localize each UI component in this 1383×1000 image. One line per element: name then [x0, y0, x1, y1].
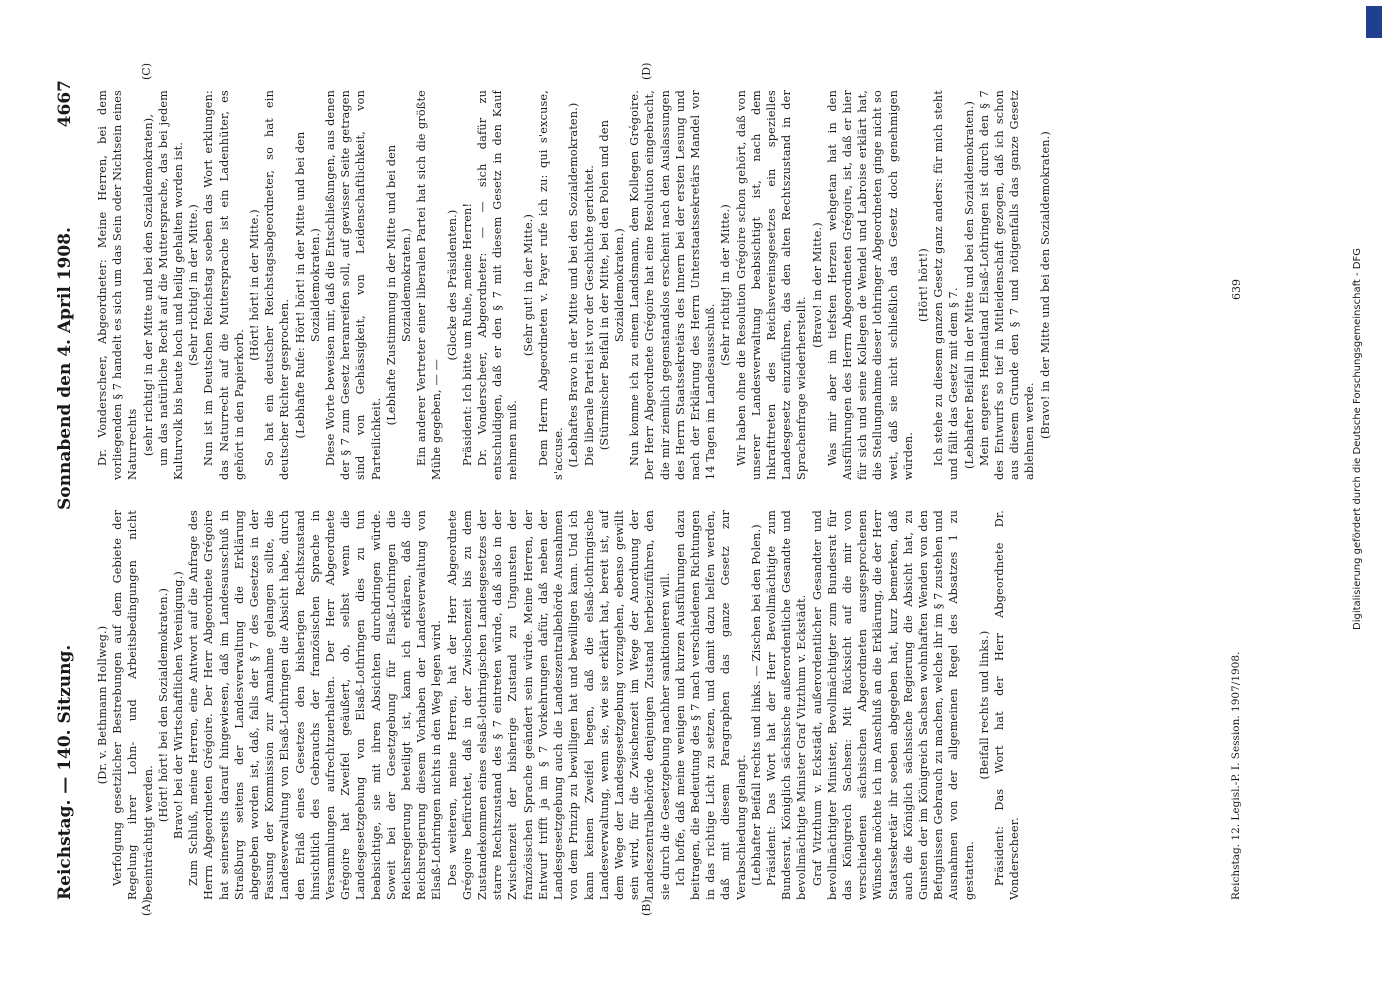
margin-mark-a: (A)	[140, 899, 153, 916]
left-paragraph: Präsident: Das Wort hat der Herr Bevollmächtigte zum Bundesrat, Königlich sächsische außerordentliche Gesandte und bevollmächtigte Minister Graf Vitzthum v. Eckstädt.	[764, 510, 809, 900]
right-paragraph: So hat ein deutscher Reichstagsabgeordneter, so hat ein deutscher Richter gesprochen.	[263, 90, 292, 480]
right-paragraph: Diese Worte beweisen mir, daß die Entschließungen, aus denen der § 7 zum Gesetz heranreifen soll, auf gewisser Seite getragen sind von Gehässigkeit, von Leidenschaftlichkeit, von Parteilichkeit.	[324, 90, 383, 480]
right-paragraph: (Stürmischer Beifall in der Mitte, bei den Polen und den Sozialdemokraten.)	[597, 119, 626, 451]
right-paragraph: Wir haben ohne die Resolution Grégoire schon gehört, daß von unserer Landesverwaltung beabsichtigt ist, nach dem Inkrafttreten des Reichsvereinsgesetzes ein spezielles Landesgesetz einzuführen, das den alten Rechtszustand in der Sprachenfrage wiederherstellt.	[734, 90, 809, 480]
right-paragraph: (Sehr richtig! in der Mitte.)	[719, 204, 733, 366]
right-column	[95, 90, 1195, 480]
right-paragraph: Mein engeres Heimatland Elsaß-Lothringen ist durch den § 7 des Entwurfs so tief in Mitleidenschaft gezogen, daß ich schon aus diesem Grunde den § 7 und nötigenfalls das ganze Gesetz ablehnen werde.	[977, 90, 1037, 480]
right-paragraph: Dr. Vonderscheer, Abgeordneter: — — sich dafür zu entschuldigen, daß er den § 7 mit diesem Gesetz in den Kauf nehmen muß.	[476, 90, 520, 480]
left-paragraph: (Hört! hört! bei den Sozialdemokraten.)	[156, 587, 170, 823]
left-paragraph: Ich hoffe, daß meine wenigen und kurzen Ausführungen dazu beitragen, die Bedeutung des § 7 nach verschiedenen Richtungen in das richtige Licht zu setzen, und damit dazu helfen werden, daß mit diesem Paragraphen das ganze Gesetz zur Verabschiedung gelangt.	[673, 510, 748, 900]
left-paragraph: (Dr. v. Bethmann Hollweg.)	[96, 625, 109, 785]
right-paragraph: Präsident: Ich bitte um Ruhe, meine Herren!	[460, 202, 474, 466]
header-center: Sonnabend den 4. April 1908.	[55, 227, 75, 510]
page-header	[55, 80, 83, 900]
right-paragraph: (Hört! hört! in der Mitte.)	[248, 209, 262, 361]
left-paragraph: Präsident: Das Wort hat der Herr Abgeordnete Dr. Vonderscheer.	[992, 510, 1022, 900]
right-paragraph: um das natürliche Recht auf die Muttersprache, das bei jedem Kulturvolk bis heute hoch und heilig gehalten worden ist.	[156, 90, 186, 480]
left-paragraph: Bravo! bei der Wirtschaftlichen Vereinigung.)	[172, 571, 186, 839]
right-paragraph: Ein anderer Vertreter einer liberalen Partei hat sich die größte Mühe gegeben, — —	[415, 90, 444, 480]
right-paragraph: Ich stehe zu diesem ganzen Gesetz ganz anders: für mich steht und fällt das Gesetz mit dem § 7.	[932, 90, 961, 480]
left-column	[95, 510, 1195, 900]
right-paragraph: (sehr richtig! in der Mitte und bei den Sozialdemokraten),	[141, 113, 155, 457]
left-paragraph: Des weiteren, meine Herren, hat der Herr Abgeordnete Grégoire befürchtet, daß in der Zwischenzeit bis zu dem Zustandekommen eines elsaß-lothringischen Landesgesetzes der starre Rechtszustand des § 7 eintreten würde, daß also in der Zwischenzeit der bisherige Zustand zu Ungunsten der französischen Sprache geändert sein würde. Meine Herren, der Entwurf trifft ja im § 7 Vorkehrungen dafür, daß neben der Landesgesetzgebung auch die Landeszentralbehörde Ausnahmen von dem Prinzip zu bewilligen hat und bewilligen kann. Und ich kann keinen Zweifel hegen, daß die elsaß-lothringische Landesverwaltung, wenn sie, wie sie erklärt hat, bereit ist, auf dem Wege der Landesgesetzgebung vorzugehen, ebenso gewillt sein wird, für die Zwischenzeit im Wege der Anordnung der Landeszentralbehörde denjenigen Zustand herbeizuführen, den sie durch die Gesetzgebung nachher sanktionieren will.	[445, 510, 672, 900]
right-paragraph: Was mir aber im tiefsten Herzen wehgetan hat in den Ausführungen des Herrn Abgeordneten Grégoire, ist, daß er hier für sich und seine Kollegen de Wendel und Labroise erklärt hat, die Stellungnahme dieser lothringer Abgeordneten ginge nicht so weit, daß sie nicht schließlich das Gesetz doch genehmigen würden.	[825, 90, 915, 480]
digitization-credit: Digitalisierung gefördert durch die Deutsche Forschungsgemeinschaft - DFG	[1352, 247, 1363, 630]
right-paragraph: (Lebhafter Beifall in der Mitte und bei den Sozialdemokraten.)	[962, 100, 976, 470]
right-paragraph: (Sehr richtig! in der Mitte.)	[187, 204, 201, 366]
right-paragraph: Dr. Vonderscheer, Abgeordneter: Meine Herren, bei dem vorliegenden § 7 handelt es sich um das Sein oder Nichtsein eines Naturrechts	[96, 90, 140, 480]
right-paragraph: Nun ist im Deutschen Reichstag soeben das Wort erklungen: das Naturrecht auf die Muttersprache ist ein Ladenhüter, es gehört in den Papierkorb.	[202, 90, 246, 480]
margin-mark-c: (C)	[140, 63, 153, 80]
right-paragraph: (Bravo! in der Mitte und bei den Sozialdemokraten.)	[1038, 131, 1052, 440]
left-paragraph: Zum Schluß, meine Herren, eine Antwort auf die Anfrage des Herrn Abgeordneten Grégoire. Der Herr Abgeordnete Grégoire hat seinerseits darauf hingewiesen, daß im Landesausschuß in Straßburg seitens der Landesverwaltung die Erklärung abgegeben worden ist, daß, falls der § 7 des Gesetzes in der Fassung der Kommission zur Annahme gelangen sollte, die Landesverwaltung von Elsaß-Lothringen die Absicht habe, durch den Erlaß eines Gesetzes den bisherigen Rechtszustand hinsichtlich des Gebrauchs der französischen Sprache in Versammlungen aufrechtzuerhalten. Der Herr Abgeordnete Grégoire hat Zweifel geäußert, ob, selbst wenn die Landesgesetzgebung von Elsaß-Lothringen dies zu tun beabsichtige, sie mit ihren Absichten durchdringen würde. Soweit bei der Gesetzgebung für Elsaß-Lothringen die Reichsregierung beteiligt ist, kann ich erklären, daß die Reichsregierung diesem Vorhaben der Landesverwaltung von Elsaß-Lothringen nichts in den Weg legen wird.	[187, 510, 444, 900]
footer-page-number: 639	[1230, 279, 1243, 300]
right-paragraph: Dem Herrn Abgeordneten v. Payer rufe ich zu: qui s'excuse, s'accuse.	[536, 90, 566, 480]
margin-mark-d: (D)	[640, 62, 653, 80]
right-paragraph: (Sehr gut! in der Mitte.)	[521, 213, 535, 357]
right-paragraph: Die liberale Partei ist vor der Geschichte gerichtet.	[582, 164, 596, 466]
dfg-logo-icon	[1366, 6, 1382, 38]
header-left: Reichstag. — 140. Sitzung.	[55, 644, 75, 900]
left-paragraph: (Lebhafter Beifall rechts und links. — Zischen bei den Polen.)	[749, 524, 763, 886]
right-paragraph: (Lebhaftes Bravo in der Mitte und bei den Sozialdemokraten.)	[567, 102, 581, 468]
right-paragraph: (Bravo! in der Mitte.)	[810, 222, 824, 348]
header-page-number: 4667	[55, 80, 75, 128]
right-paragraph: (Lebhafte Rufe: Hört! hört! in der Mitte und bei den Sozialdemokraten.)	[293, 131, 322, 439]
right-paragraph: (Lebhafte Zustimmung in der Mitte und bei den Sozialdemokraten.)	[384, 144, 414, 426]
right-paragraph: (Hört! hört!)	[916, 248, 930, 322]
right-paragraph: Nun komme ich zu einem Landsmann, dem Kollegen Grégoire. Der Herr Abgeordnete Grégoire hat eine Resolution eingebracht, die mir ziemlich gegenstandslos erscheint nach den Auslassungen des Herrn Staatssekretärs des Innern bei der ersten Lesung und nach der Erklärung des Herrn Unterstaatssekretärs Mandel vor 14 Tagen im Landesausschuß.	[628, 90, 718, 480]
left-paragraph: Graf Vitzthum v. Eckstädt, außerordentlicher Gesandter und bevollmächtigter Minister, Bevollmächtigter zum Bundesrat für das Königreich Sachsen: Mit Rücksicht auf die mir von verschiedenen sächsischen Abgeordneten ausgesprochenen Wünsche möchte ich im Anschluß an die Erklärung, die der Herr Staatssekretär ihr soeben abgegeben hat, kurz bemerken, daß auch die Königlich sächsische Regierung die Absicht hat, zu Gunsten der im Königreich Sachsen wohnhaften Wenden von den Befugnissen Gebrauch zu machen, welche ihr im § 7 zustehen und Ausnahmen von der allgemeinen Regel des Absatzes 1 zu gestatten.	[810, 510, 976, 900]
left-paragraph: Verfolgung gesetzlicher Bestrebungen auf dem Gebiete der Regelung ihrer Lohn- und Arbeitsbedingungen nicht beeinträchtigt werden.	[111, 510, 155, 900]
right-paragraph: (Glocke des Präsidenten.)	[445, 209, 459, 361]
page-footer: Reichstag. 12. Legisl.-P. I. Session. 1907/1908.	[1230, 651, 1242, 900]
left-paragraph: (Beifall rechts und links.)	[977, 630, 991, 780]
margin-mark-b: (B)	[640, 899, 653, 916]
